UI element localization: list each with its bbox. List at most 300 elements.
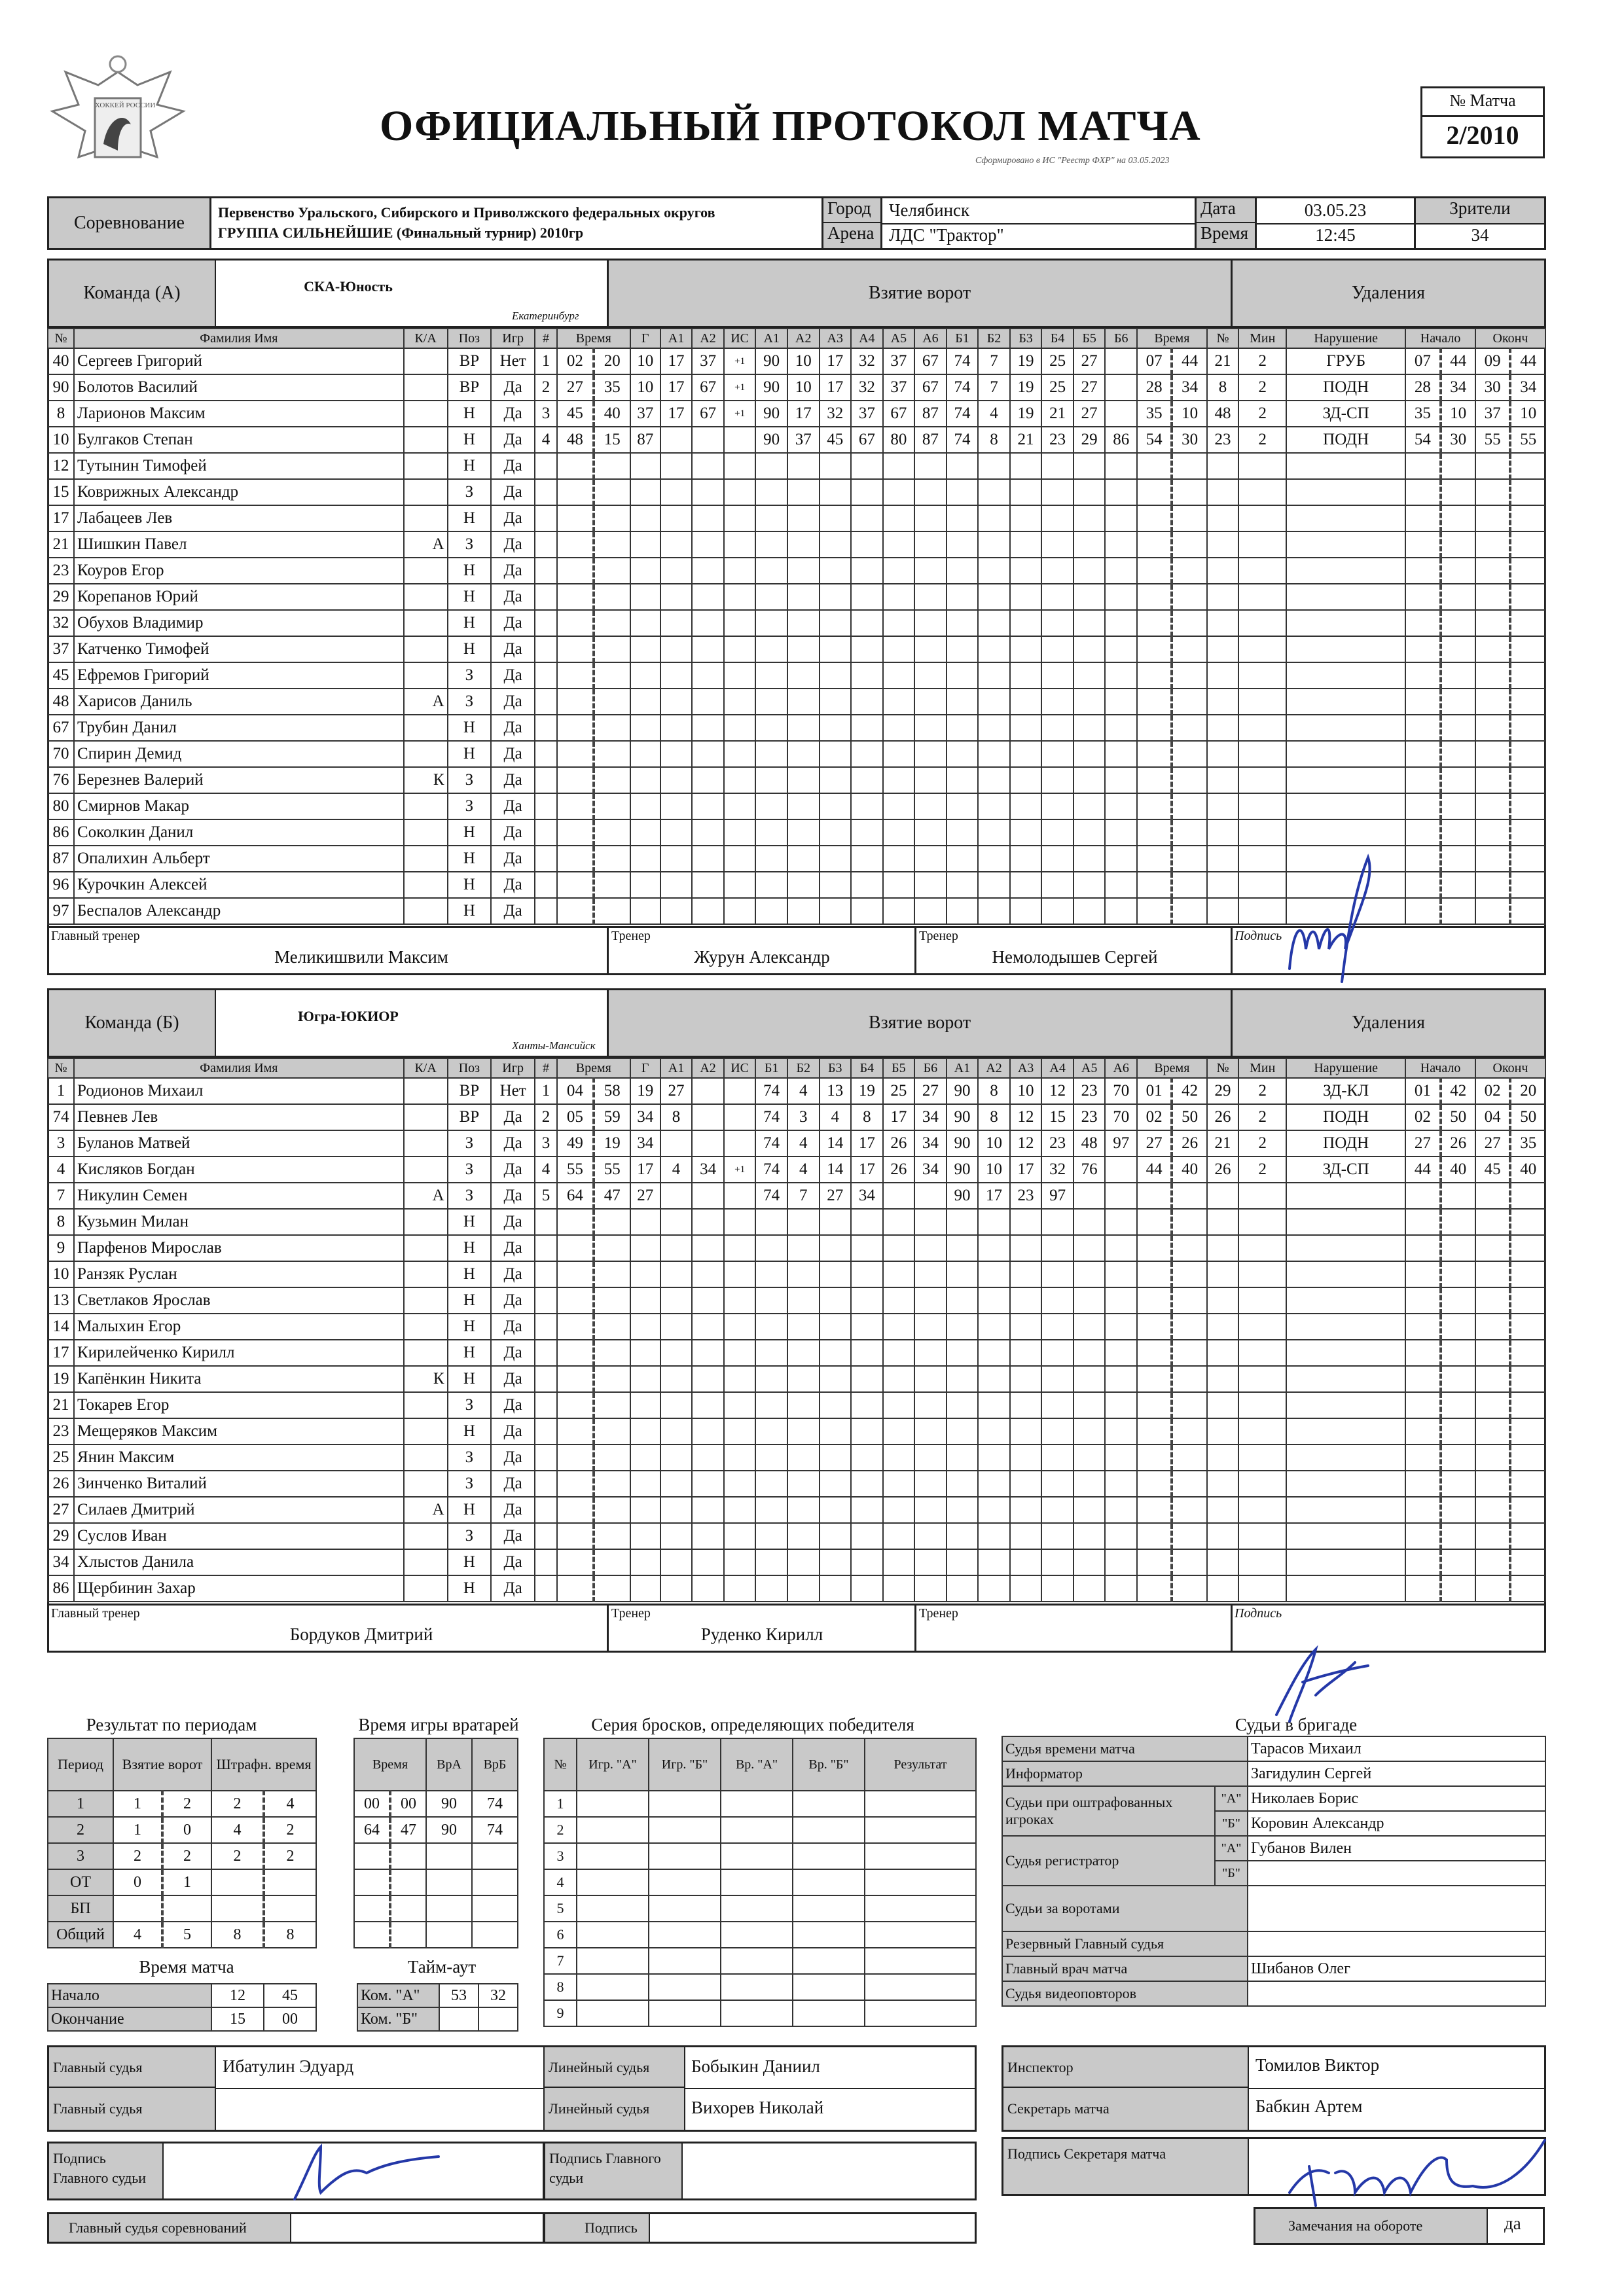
player-name: Кисляков Богдан: [74, 1157, 404, 1183]
goal-cell: 27: [630, 1183, 660, 1209]
player-row: [48, 505, 1545, 531]
team_a-name: СКА-Юность: [304, 278, 393, 295]
brigade-title: Судьи в бригаде: [1235, 1715, 1358, 1734]
player-play: Да: [491, 1392, 535, 1418]
player-ka: [404, 1523, 448, 1549]
goal-cell: 70: [1105, 1078, 1137, 1104]
shootout-num: 3: [544, 1843, 577, 1869]
player-play: Да: [491, 1209, 535, 1235]
goal-cell: 7: [978, 374, 1010, 401]
shootout-num: 1: [544, 1791, 577, 1817]
player-play: Да: [491, 1418, 535, 1444]
goal-cell: 17: [820, 374, 852, 401]
goal-cell: 21: [1041, 401, 1074, 427]
player-number: 4: [48, 1157, 74, 1183]
goal-col-11: А6: [914, 329, 947, 348]
period-cell: 4: [113, 1922, 162, 1948]
penalty-cell: 42: [1441, 1078, 1475, 1104]
goal-col-14: А3: [1010, 1058, 1042, 1078]
team_a-label: Команда (А): [49, 260, 216, 326]
player-play: Да: [491, 1157, 535, 1183]
player-name: Трубин Данил: [74, 715, 404, 741]
player-number: 9: [48, 1235, 74, 1261]
spectators-label: Зрители: [1416, 198, 1544, 223]
goal-cell: 27: [1074, 374, 1106, 401]
team_b-coach1-label: Тренер: [611, 1606, 651, 1621]
player-play: Да: [491, 793, 535, 819]
goal-cell: 74: [947, 348, 979, 374]
remarks-label: Замечания на обороте: [1255, 2209, 1488, 2243]
goal-cell: 67: [914, 374, 947, 401]
goal-cell: 2: [535, 374, 557, 401]
player-pos: Н: [448, 636, 492, 662]
player-pos: Н: [448, 898, 492, 924]
timeout-a-sec: 32: [478, 1984, 518, 2007]
goal-cell: 27: [660, 1078, 693, 1104]
goal-cell: 32: [1041, 1157, 1074, 1183]
goal-cell: 87: [630, 427, 660, 453]
goal-col-13: А2: [978, 1058, 1010, 1078]
penalty-cell: 44: [1172, 348, 1206, 374]
goal-cell: 4: [787, 1157, 820, 1183]
goal-cell: [724, 1183, 756, 1209]
goal-col-num: #: [535, 1058, 557, 1078]
penalty-cell: 48: [1207, 401, 1239, 427]
shootout-table: [543, 1738, 977, 2027]
player-pos: З: [448, 767, 492, 793]
player-pos: Н: [448, 610, 492, 636]
goal-col-17: А6: [1105, 1058, 1137, 1078]
shootout-col: №: [544, 1738, 577, 1791]
goalie-cell: [354, 1922, 390, 1948]
goal-col-8: А3: [820, 329, 852, 348]
goalie-cell: [354, 1895, 390, 1922]
penalty-cell: 07: [1405, 348, 1440, 374]
period-cell: 1: [113, 1817, 162, 1843]
goalie-col-time: Время: [354, 1738, 426, 1791]
goal-cell: [692, 427, 724, 453]
penalty-cell: 44: [1441, 348, 1475, 374]
goalie-row: [354, 1869, 518, 1895]
player-number: 3: [48, 1130, 74, 1157]
goal-col-10: А5: [883, 329, 915, 348]
player-ka: [404, 427, 448, 453]
goal-cell: 74: [755, 1130, 787, 1157]
penalty-cell: 09: [1475, 348, 1510, 374]
penalty-cell: 55: [1510, 427, 1545, 453]
player-pos: ВР: [448, 374, 492, 401]
goal-cell: 8: [978, 1104, 1010, 1130]
player-name: Корепанов Юрий: [74, 584, 404, 610]
goal-cell: 67: [914, 348, 947, 374]
period-cell: 5: [162, 1922, 211, 1948]
player-pos: Н: [448, 1366, 492, 1392]
player-name: Соколкин Данил: [74, 819, 404, 846]
player-pos: Н: [448, 1209, 492, 1235]
player-name: Шишкин Павел: [74, 531, 404, 558]
inspector-label: Инспектор: [1003, 2047, 1249, 2088]
goalie-cell: 00: [354, 1791, 390, 1817]
player-number: 74: [48, 1104, 74, 1130]
page-title: ОФИЦИАЛЬНЫЙ ПРОТОКОЛ МАТЧА: [380, 102, 1201, 150]
timeout-b-min: [439, 2007, 478, 2031]
penalty-cell: 42: [1172, 1078, 1206, 1104]
goal-cell: 87: [914, 401, 947, 427]
goal-cell: 25: [1041, 374, 1074, 401]
player-row: [48, 1523, 1545, 1549]
player-pos: З: [448, 1183, 492, 1209]
player-name: Сергеев Григорий: [74, 348, 404, 374]
time-value: 12:45: [1315, 225, 1356, 245]
penalty-cell: 44: [1510, 348, 1545, 374]
match-number: 2/2010: [1446, 120, 1519, 150]
goal-cell: +1: [724, 374, 756, 401]
player-pos: З: [448, 1157, 492, 1183]
player-number: 29: [48, 1523, 74, 1549]
goal-cell: 23: [1041, 1130, 1074, 1157]
goal-cell: 12: [1010, 1104, 1042, 1130]
goalie-row: [354, 1895, 518, 1922]
coach-a-signature: [1276, 851, 1394, 995]
player-play: Да: [491, 505, 535, 531]
goal-cell: [692, 1104, 724, 1130]
penalty-cell: ПОДН: [1286, 374, 1405, 401]
chief-ref-label-2: Главный судья: [49, 2088, 216, 2130]
goalie-cell: [426, 1869, 472, 1895]
goal-cell: 17: [820, 348, 852, 374]
period-row: [48, 1895, 316, 1922]
penalty-cell: 21: [1207, 348, 1239, 374]
penalty-cell: ЗД-СП: [1286, 1157, 1405, 1183]
match-time-table: [47, 1983, 317, 2032]
goal-cell: 4: [787, 1078, 820, 1104]
goal-cell: 37: [851, 401, 883, 427]
player-ka: [404, 1157, 448, 1183]
team_b-head-coach-label: Главный тренер: [51, 1606, 140, 1621]
player-play: Да: [491, 1366, 535, 1392]
player-pos: З: [448, 531, 492, 558]
goal-cell: 67: [851, 427, 883, 453]
goal-col-time: Время: [557, 329, 630, 348]
date-label: Дата: [1197, 198, 1257, 223]
goal-cell: 29: [1074, 427, 1106, 453]
goal-col-10: Б5: [883, 1058, 915, 1078]
timeout-a-min: 53: [439, 1984, 478, 2007]
player-number: 80: [48, 793, 74, 819]
player-ka: [404, 453, 448, 479]
player-number: 45: [48, 662, 74, 689]
player-number: 14: [48, 1314, 74, 1340]
penalty-cell: 10: [1441, 401, 1475, 427]
brigade-table: [1001, 1736, 1546, 2007]
shootout-row: [544, 1895, 976, 1922]
penalty-cell: 2: [1238, 348, 1286, 374]
penalty-cell: 02: [1405, 1104, 1440, 1130]
player-name: Коврижных Александр: [74, 479, 404, 505]
player-pos: З: [448, 793, 492, 819]
goal-cell: 90: [755, 427, 787, 453]
linesman-label-1: Линейный судья: [545, 2047, 685, 2088]
goal-cell: 4: [820, 1104, 852, 1130]
team_b-head-coach: Бордуков Дмитрий: [289, 1624, 433, 1644]
period-cell: 1: [48, 1791, 113, 1817]
pen-col-end: Оконч: [1475, 1058, 1545, 1078]
player-row: [48, 1497, 1545, 1523]
goal-cell: 74: [755, 1183, 787, 1209]
goal-col-5: ИС: [724, 1058, 756, 1078]
goal-cell: [692, 1078, 724, 1104]
player-row: [48, 793, 1545, 819]
player-pos: ВР: [448, 1078, 492, 1104]
goal-cell: 17: [630, 1157, 660, 1183]
brigade-row: [1002, 1931, 1545, 1956]
player-play: Да: [491, 1497, 535, 1523]
player-pos: З: [448, 689, 492, 715]
match-end-h: 15: [211, 2007, 264, 2031]
pen-col-violation: Нарушение: [1286, 1058, 1405, 1078]
player-number: 17: [48, 1340, 74, 1366]
player-ka: [404, 715, 448, 741]
competition-line2: ГРУППА СИЛЬНЕЙШИЕ (Финальный турнир) 2010гр: [218, 224, 584, 241]
player-row: [48, 1549, 1545, 1575]
goal-cell: 17: [851, 1157, 883, 1183]
period-row: [48, 1922, 316, 1948]
shootout-row: [544, 1843, 976, 1869]
player-play: Да: [491, 1261, 535, 1287]
goal-cell: +1: [724, 348, 756, 374]
player-pos: Н: [448, 741, 492, 767]
player-ka: [404, 505, 448, 531]
player-ka: [404, 636, 448, 662]
goal-cell: 17: [851, 1130, 883, 1157]
player-ka: [404, 819, 448, 846]
player-ka: [404, 558, 448, 584]
goal-cell: +1: [724, 401, 756, 427]
goal-col-4: А2: [692, 1058, 724, 1078]
player-play: Да: [491, 1444, 535, 1471]
match-number-box: [1420, 86, 1545, 158]
goal-cell: 19: [1010, 348, 1042, 374]
goal-col-num: #: [535, 329, 557, 348]
spectators-value: 34: [1471, 225, 1489, 245]
player-pos: ВР: [448, 348, 492, 374]
penalty-cell: 40: [1172, 1157, 1206, 1183]
player-row: [48, 1314, 1545, 1340]
secretary-signature: [1276, 2134, 1551, 2232]
goal-col-6: Б1: [755, 1058, 787, 1078]
goal-cell: 90: [947, 1104, 979, 1130]
goal-cell: 15: [594, 427, 630, 453]
player-row: [48, 1287, 1545, 1314]
goalie-cell: [472, 1869, 518, 1895]
goal-cell: 4: [535, 1157, 557, 1183]
player-name: Кузьмин Милан: [74, 1209, 404, 1235]
goal-cell: 8: [851, 1104, 883, 1130]
player-name: Кирилейченко Кирилл: [74, 1340, 404, 1366]
brigade-sub: "Б": [1215, 1861, 1248, 1886]
team_a-coach1-label: Тренер: [611, 929, 651, 943]
player-pos: ВР: [448, 1104, 492, 1130]
shootout-col: Вр. "А": [721, 1738, 793, 1791]
goal-col-13: Б2: [978, 329, 1010, 348]
goal-cell: 34: [914, 1104, 947, 1130]
goal-cell: 37: [787, 427, 820, 453]
player-row: [48, 453, 1545, 479]
penalty-cell: 01: [1137, 1078, 1172, 1104]
player-name: Ранзяк Руслан: [74, 1261, 404, 1287]
period-row: [48, 1817, 316, 1843]
goal-cell: 90: [947, 1183, 979, 1209]
goal-cell: 37: [630, 401, 660, 427]
goal-cell: 58: [594, 1078, 630, 1104]
goalie-cell: 90: [426, 1817, 472, 1843]
period-cell: 2: [162, 1791, 211, 1817]
team_b-coach2-label: Тренер: [919, 1606, 958, 1621]
penalty-cell: 37: [1475, 401, 1510, 427]
player-row: [48, 531, 1545, 558]
goal-cell: 35: [594, 374, 630, 401]
penalty-cell: 02: [1475, 1078, 1510, 1104]
player-ka: [404, 1418, 448, 1444]
goal-cell: 1: [535, 1078, 557, 1104]
player-row: [48, 819, 1545, 846]
player-ka: [404, 846, 448, 872]
player-ka: [404, 1340, 448, 1366]
player-name: Опалихин Альберт: [74, 846, 404, 872]
goal-cell: 80: [883, 427, 915, 453]
penalty-cell: ПОДН: [1286, 1104, 1405, 1130]
goalie-cell: [390, 1843, 426, 1869]
goal-cell: [1105, 1157, 1137, 1183]
player-row: [48, 1418, 1545, 1444]
goal-col-9: А4: [851, 329, 883, 348]
brigade-label: Судьи при оштрафованных игроках: [1002, 1786, 1215, 1836]
period-cell: 2: [264, 1843, 316, 1869]
goal-cell: 26: [883, 1130, 915, 1157]
penalty-cell: 28: [1405, 374, 1440, 401]
shootout-col: Игр. "Б": [649, 1738, 721, 1791]
goal-cell: [1105, 374, 1137, 401]
goal-cell: 17: [883, 1104, 915, 1130]
player-pos: З: [448, 1392, 492, 1418]
linesman-1: Бобыкин Даниил: [691, 2056, 820, 2076]
goal-cell: 17: [978, 1183, 1010, 1209]
goal-cell: 74: [755, 1078, 787, 1104]
arena-label: Арена: [823, 223, 882, 248]
player-play: Да: [491, 427, 535, 453]
penalty-cell: 50: [1510, 1104, 1545, 1130]
col-ka: К/А: [404, 329, 448, 348]
goal-cell: [1105, 401, 1137, 427]
player-pos: Н: [448, 872, 492, 898]
city-value: Челябинск: [889, 200, 970, 220]
player-ka: А: [404, 1497, 448, 1523]
goal-cell: 10: [978, 1130, 1010, 1157]
goal-cell: 37: [883, 374, 915, 401]
goalie-cell: [354, 1869, 390, 1895]
player-number: 76: [48, 767, 74, 793]
player-pos: Н: [448, 401, 492, 427]
goal-cell: [692, 1183, 724, 1209]
penalty-cell: 01: [1405, 1078, 1440, 1104]
match-end-label: Окончание: [48, 2007, 211, 2031]
goal-cell: 90: [755, 401, 787, 427]
period-cell: [162, 1895, 211, 1922]
player-pos: Н: [448, 1314, 492, 1340]
match-end-m: 00: [264, 2007, 316, 2031]
goalie-cell: 64: [354, 1817, 390, 1843]
goalie-cell: [426, 1922, 472, 1948]
player-pos: Н: [448, 1340, 492, 1366]
penalty-cell: 35: [1137, 401, 1172, 427]
penalty-cell: 2: [1238, 1130, 1286, 1157]
player-name: Родионов Михаил: [74, 1078, 404, 1104]
period-cell: 2: [264, 1817, 316, 1843]
player-name: Мещеряков Максим: [74, 1418, 404, 1444]
penalty-cell: 34: [1441, 374, 1475, 401]
goal-cell: 10: [1010, 1078, 1042, 1104]
brigade-value: Тарасов Михаил: [1248, 1736, 1545, 1761]
player-row: [48, 1157, 1545, 1183]
penalty-cell: 10: [1510, 401, 1545, 427]
goal-col-15: Б4: [1041, 329, 1074, 348]
player-ka: К: [404, 1366, 448, 1392]
secretary-value: Бабкин Артем: [1255, 2096, 1363, 2116]
player-name: Буланов Матвей: [74, 1130, 404, 1157]
goal-cell: 74: [947, 401, 979, 427]
player-row: [48, 689, 1545, 715]
player-pos: З: [448, 1523, 492, 1549]
player-number: 23: [48, 1418, 74, 1444]
goal-cell: [724, 1078, 756, 1104]
goal-cell: [724, 1130, 756, 1157]
player-play: Да: [491, 819, 535, 846]
brigade-row: [1002, 1761, 1545, 1786]
sig-chief-label-1: Подпись Главного судьи: [49, 2144, 164, 2198]
player-ka: А: [404, 531, 448, 558]
shootout-num: 9: [544, 2000, 577, 2026]
player-play: Да: [491, 1549, 535, 1575]
goal-cell: 67: [883, 401, 915, 427]
linesman-label-2: Линейный судья: [545, 2088, 685, 2130]
goalie-cell: [390, 1922, 426, 1948]
pen-col-min: Мин: [1238, 1058, 1286, 1078]
brigade-label: Судья видеоповторов: [1002, 1981, 1248, 2006]
period-cell: [113, 1895, 162, 1922]
player-number: 21: [48, 1392, 74, 1418]
col-name: Фамилия Имя: [74, 1058, 404, 1078]
player-row: [48, 401, 1545, 427]
player-name: Тутынин Тимофей: [74, 453, 404, 479]
goal-cell: 27: [557, 374, 594, 401]
goal-cell: 97: [1105, 1130, 1137, 1157]
player-row: [48, 741, 1545, 767]
goal-col-14: Б3: [1010, 329, 1042, 348]
shootout-row: [544, 2000, 976, 2026]
team_a-head-coach-label: Главный тренер: [51, 929, 140, 943]
player-ka: [404, 872, 448, 898]
period-row: [48, 1791, 316, 1817]
goal-cell: 86: [1105, 427, 1137, 453]
goalie-row: [354, 1922, 518, 1948]
periods-title: Результат по периодам: [86, 1715, 257, 1734]
brigade-row: [1002, 1736, 1545, 1761]
goal-cell: 02: [557, 348, 594, 374]
goalie-cell: 47: [390, 1817, 426, 1843]
goal-cell: 8: [660, 1104, 693, 1130]
brigade-row: [1002, 1981, 1545, 2006]
penalty-cell: 40: [1510, 1157, 1545, 1183]
